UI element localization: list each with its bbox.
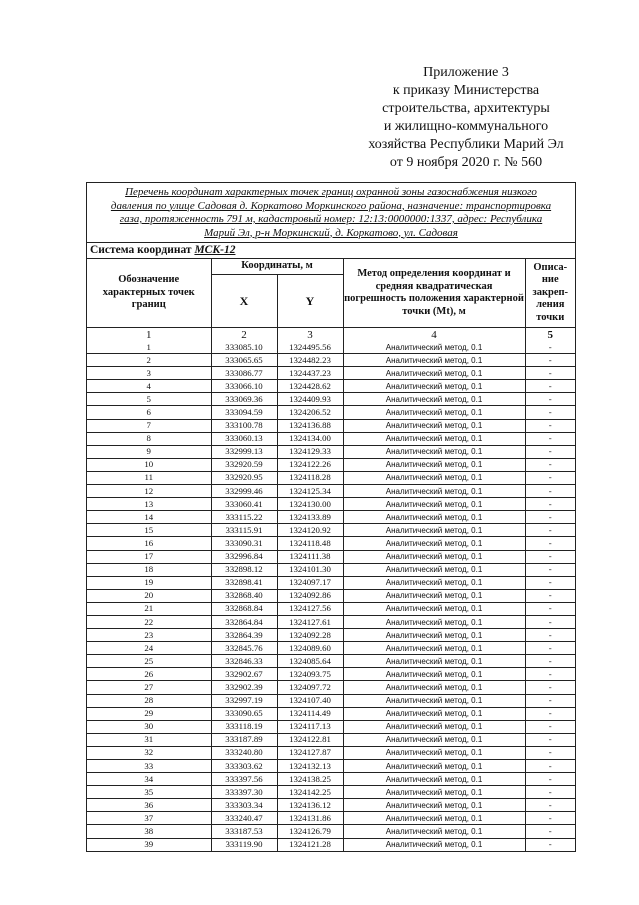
table-row — [87, 563, 575, 576]
y-coordinate-cell: 1324092.28 — [277, 629, 343, 642]
x-coordinate-cell: 333119.90 — [211, 838, 277, 851]
x-coordinate-cell: 332898.41 — [211, 576, 277, 589]
appendix-line: хозяйства Республики Марий Эл — [368, 137, 564, 152]
x-coordinate-cell: 333060.13 — [211, 432, 277, 445]
x-coordinate-cell: 333187.89 — [211, 733, 277, 746]
y-coordinate-cell: 1324122.81 — [277, 733, 343, 746]
table-row — [87, 406, 575, 419]
x-coordinate-cell: 333065.65 — [211, 354, 277, 367]
y-coordinate-cell: 1324409.93 — [277, 393, 343, 406]
method-cell: Аналитический метод, 0.1 — [343, 563, 525, 576]
y-coordinate-cell: 1324133.89 — [277, 511, 343, 524]
x-coordinate-cell: 332868.40 — [211, 589, 277, 602]
method-cell: Аналитический метод, 0.1 — [343, 733, 525, 746]
y-coordinate-cell: 1324437.23 — [277, 367, 343, 380]
table-row — [87, 537, 575, 550]
x-coordinate-cell: 333303.34 — [211, 799, 277, 812]
x-coordinate-cell: 333090.65 — [211, 707, 277, 720]
table-row — [87, 511, 575, 524]
y-coordinate-cell: 1324129.33 — [277, 445, 343, 458]
point-number-cell: 32 — [87, 746, 211, 759]
method-cell: Аналитический метод, 0.1 — [343, 445, 525, 458]
point-number-cell: 39 — [87, 838, 211, 851]
coordinate-system-value: МСК-12 — [194, 244, 236, 256]
x-coordinate-cell: 333397.56 — [211, 773, 277, 786]
appendix-line: к приказу Министерства — [392, 83, 540, 98]
x-coordinate-cell: 333115.91 — [211, 524, 277, 537]
table-row — [87, 380, 575, 393]
y-coordinate-cell: 1324131.86 — [277, 812, 343, 825]
table-row — [87, 524, 575, 537]
point-number-cell: 34 — [87, 773, 211, 786]
method-cell: Аналитический метод, 0.1 — [343, 341, 525, 354]
point-number-cell: 33 — [87, 760, 211, 773]
description-cell: - — [525, 825, 575, 838]
y-coordinate-cell: 1324142.25 — [277, 786, 343, 799]
point-number-cell: 11 — [87, 471, 211, 484]
y-coordinate-cell: 1324097.17 — [277, 576, 343, 589]
y-coordinate-cell: 1324122.26 — [277, 458, 343, 471]
x-coordinate-cell: 332845.76 — [211, 642, 277, 655]
x-coordinate-cell: 333094.59 — [211, 406, 277, 419]
method-cell: Аналитический метод, 0.1 — [343, 458, 525, 471]
table-row — [87, 655, 575, 668]
x-coordinate-cell: 333240.80 — [211, 746, 277, 759]
method-cell: Аналитический метод, 0.1 — [343, 471, 525, 484]
x-coordinate-cell: 332864.84 — [211, 615, 277, 628]
method-cell: Аналитический метод, 0.1 — [343, 786, 525, 799]
method-cell: Аналитический метод, 0.1 — [343, 354, 525, 367]
y-coordinate-cell: 1324136.12 — [277, 799, 343, 812]
point-number-cell: 28 — [87, 694, 211, 707]
table-row — [87, 694, 575, 707]
point-number-cell: 7 — [87, 419, 211, 432]
method-cell: Аналитический метод, 0.1 — [343, 825, 525, 838]
table-row — [87, 760, 575, 773]
description-cell: - — [525, 511, 575, 524]
table-row — [87, 773, 575, 786]
point-number-cell: 18 — [87, 563, 211, 576]
method-cell: Аналитический метод, 0.1 — [343, 773, 525, 786]
column-number: 1 — [87, 328, 211, 342]
table-row — [87, 707, 575, 720]
description-cell: - — [525, 406, 575, 419]
column-number: 4 — [343, 328, 525, 342]
description-cell: - — [525, 642, 575, 655]
appendix-line: Приложение 3 — [423, 65, 509, 80]
x-coordinate-cell: 332864.39 — [211, 629, 277, 642]
coordinates-table — [87, 259, 575, 851]
description-cell: - — [525, 445, 575, 458]
y-coordinate-cell: 1324428.62 — [277, 380, 343, 393]
y-coordinate-cell: 1324089.60 — [277, 642, 343, 655]
description-cell: - — [525, 354, 575, 367]
y-coordinate-cell: 1324093.75 — [277, 668, 343, 681]
y-coordinate-cell: 1324126.79 — [277, 825, 343, 838]
table-row — [87, 576, 575, 589]
description-cell: - — [525, 537, 575, 550]
description-cell: - — [525, 615, 575, 628]
point-number-cell: 1 — [87, 341, 211, 354]
table-title-line: газа, протяженность 791 м, кадастровый номер: 12:13:0000000:1337, адрес: Республика — [119, 213, 543, 225]
description-cell: - — [525, 393, 575, 406]
point-number-cell: 9 — [87, 445, 211, 458]
method-cell: Аналитический метод, 0.1 — [343, 406, 525, 419]
x-coordinate-cell: 333240.47 — [211, 812, 277, 825]
header-method: Метод определения координат и средняя квадратическая погрешность положения характерной точки (Mt), м — [343, 259, 525, 328]
method-cell: Аналитический метод, 0.1 — [343, 629, 525, 642]
table-row — [87, 720, 575, 733]
y-coordinate-cell: 1324114.49 — [277, 707, 343, 720]
table-row — [87, 589, 575, 602]
header-designation: Обозначение характерных точек границ — [87, 259, 211, 328]
y-coordinate-cell: 1324134.00 — [277, 432, 343, 445]
x-coordinate-cell: 333118.19 — [211, 720, 277, 733]
description-cell: - — [525, 681, 575, 694]
description-cell: - — [525, 838, 575, 851]
description-cell: - — [525, 380, 575, 393]
appendix-line: от 9 ноября 2020 г. № 560 — [389, 155, 543, 170]
point-number-cell: 23 — [87, 629, 211, 642]
point-number-cell: 26 — [87, 668, 211, 681]
x-coordinate-cell: 333085.10 — [211, 341, 277, 354]
x-coordinate-cell: 333397.30 — [211, 786, 277, 799]
table-row — [87, 341, 575, 354]
x-coordinate-cell: 333090.31 — [211, 537, 277, 550]
table-row — [87, 615, 575, 628]
x-coordinate-cell: 333066.10 — [211, 380, 277, 393]
method-cell: Аналитический метод, 0.1 — [343, 707, 525, 720]
table-row — [87, 393, 575, 406]
description-cell: - — [525, 576, 575, 589]
y-coordinate-cell: 1324092.86 — [277, 589, 343, 602]
method-cell: Аналитический метод, 0.1 — [343, 550, 525, 563]
coordinates-table-frame — [86, 182, 576, 852]
description-cell: - — [525, 733, 575, 746]
appendix-line: строительства, архитектуры — [382, 101, 550, 116]
table-row — [87, 799, 575, 812]
method-cell: Аналитический метод, 0.1 — [343, 681, 525, 694]
table-title-line: Марий Эл, р-н Моркинский, д. Коркатово, ул. Садовая — [204, 226, 458, 239]
x-coordinate-cell: 332846.33 — [211, 655, 277, 668]
table-row — [87, 419, 575, 432]
description-cell: - — [525, 419, 575, 432]
y-coordinate-cell: 1324121.28 — [277, 838, 343, 851]
method-cell: Аналитический метод, 0.1 — [343, 760, 525, 773]
y-coordinate-cell: 1324132.13 — [277, 760, 343, 773]
table-row — [87, 642, 575, 655]
point-number-cell: 22 — [87, 615, 211, 628]
y-coordinate-cell: 1324107.40 — [277, 694, 343, 707]
method-cell: Аналитический метод, 0.1 — [343, 498, 525, 511]
description-cell: - — [525, 563, 575, 576]
point-number-cell: 5 — [87, 393, 211, 406]
x-coordinate-cell: 332999.13 — [211, 445, 277, 458]
point-number-cell: 27 — [87, 681, 211, 694]
description-cell: - — [525, 602, 575, 615]
x-coordinate-cell: 333187.53 — [211, 825, 277, 838]
y-coordinate-cell: 1324111.38 — [277, 550, 343, 563]
point-number-cell: 10 — [87, 458, 211, 471]
x-coordinate-cell: 333115.22 — [211, 511, 277, 524]
y-coordinate-cell: 1324127.87 — [277, 746, 343, 759]
description-cell: - — [525, 694, 575, 707]
description-cell: - — [525, 524, 575, 537]
point-number-cell: 29 — [87, 707, 211, 720]
y-coordinate-cell: 1324125.34 — [277, 485, 343, 498]
description-cell: - — [525, 812, 575, 825]
x-coordinate-cell: 332996.84 — [211, 550, 277, 563]
description-cell: - — [525, 458, 575, 471]
description-cell: - — [525, 498, 575, 511]
method-cell: Аналитический метод, 0.1 — [343, 485, 525, 498]
point-number-cell: 25 — [87, 655, 211, 668]
point-number-cell: 16 — [87, 537, 211, 550]
table-row — [87, 432, 575, 445]
description-cell: - — [525, 720, 575, 733]
table-row — [87, 629, 575, 642]
header-y: Y — [277, 275, 343, 328]
description-cell: - — [525, 589, 575, 602]
column-number: 3 — [277, 328, 343, 342]
point-number-cell: 37 — [87, 812, 211, 825]
table-row — [87, 485, 575, 498]
point-number-cell: 3 — [87, 367, 211, 380]
table-row — [87, 746, 575, 759]
point-number-cell: 31 — [87, 733, 211, 746]
x-coordinate-cell: 333303.62 — [211, 760, 277, 773]
table-row — [87, 825, 575, 838]
x-coordinate-cell: 332999.46 — [211, 485, 277, 498]
x-coordinate-cell: 332997.19 — [211, 694, 277, 707]
appendix-header — [340, 64, 592, 172]
x-coordinate-cell: 332902.39 — [211, 681, 277, 694]
point-number-cell: 24 — [87, 642, 211, 655]
description-cell: - — [525, 773, 575, 786]
y-coordinate-cell: 1324138.25 — [277, 773, 343, 786]
y-coordinate-cell: 1324127.61 — [277, 615, 343, 628]
description-cell: - — [525, 786, 575, 799]
y-coordinate-cell: 1324118.28 — [277, 471, 343, 484]
y-coordinate-cell: 1324495.56 — [277, 341, 343, 354]
description-cell: - — [525, 707, 575, 720]
table-row — [87, 733, 575, 746]
table-row — [87, 471, 575, 484]
point-number-cell: 8 — [87, 432, 211, 445]
method-cell: Аналитический метод, 0.1 — [343, 432, 525, 445]
point-number-cell: 35 — [87, 786, 211, 799]
x-coordinate-cell: 332920.95 — [211, 471, 277, 484]
point-number-cell: 36 — [87, 799, 211, 812]
table-row — [87, 812, 575, 825]
table-row — [87, 445, 575, 458]
description-cell: - — [525, 550, 575, 563]
method-cell: Аналитический метод, 0.1 — [343, 367, 525, 380]
point-number-cell: 13 — [87, 498, 211, 511]
description-cell: - — [525, 760, 575, 773]
x-coordinate-cell: 332902.67 — [211, 668, 277, 681]
point-number-cell: 38 — [87, 825, 211, 838]
table-row — [87, 458, 575, 471]
method-cell: Аналитический метод, 0.1 — [343, 393, 525, 406]
table-row — [87, 668, 575, 681]
column-number-row — [87, 328, 575, 342]
table-row — [87, 602, 575, 615]
x-coordinate-cell: 332920.59 — [211, 458, 277, 471]
method-cell: Аналитический метод, 0.1 — [343, 694, 525, 707]
description-cell: - — [525, 341, 575, 354]
point-number-cell: 4 — [87, 380, 211, 393]
method-cell: Аналитический метод, 0.1 — [343, 511, 525, 524]
table-row — [87, 681, 575, 694]
y-coordinate-cell: 1324130.00 — [277, 498, 343, 511]
y-coordinate-cell: 1324118.48 — [277, 537, 343, 550]
column-number: 5 — [525, 328, 575, 342]
description-cell: - — [525, 746, 575, 759]
point-number-cell: 6 — [87, 406, 211, 419]
method-cell: Аналитический метод, 0.1 — [343, 419, 525, 432]
method-cell: Аналитический метод, 0.1 — [343, 655, 525, 668]
method-cell: Аналитический метод, 0.1 — [343, 615, 525, 628]
description-cell: - — [525, 485, 575, 498]
header-description: Описа-ние закреп-ления точки — [525, 259, 575, 328]
method-cell: Аналитический метод, 0.1 — [343, 524, 525, 537]
method-cell: Аналитический метод, 0.1 — [343, 602, 525, 615]
x-coordinate-cell: 333060.41 — [211, 498, 277, 511]
method-cell: Аналитический метод, 0.1 — [343, 537, 525, 550]
x-coordinate-cell: 333069.36 — [211, 393, 277, 406]
y-coordinate-cell: 1324136.88 — [277, 419, 343, 432]
y-coordinate-cell: 1324482.23 — [277, 354, 343, 367]
point-number-cell: 19 — [87, 576, 211, 589]
y-coordinate-cell: 1324085.64 — [277, 655, 343, 668]
x-coordinate-cell: 332898.12 — [211, 563, 277, 576]
x-coordinate-cell: 333086.77 — [211, 367, 277, 380]
coordinate-system — [87, 243, 575, 259]
y-coordinate-cell: 1324097.72 — [277, 681, 343, 694]
point-number-cell: 2 — [87, 354, 211, 367]
point-number-cell: 17 — [87, 550, 211, 563]
method-cell: Аналитический метод, 0.1 — [343, 380, 525, 393]
description-cell: - — [525, 629, 575, 642]
description-cell: - — [525, 367, 575, 380]
method-cell: Аналитический метод, 0.1 — [343, 746, 525, 759]
x-coordinate-cell: 333100.78 — [211, 419, 277, 432]
appendix-line: и жилищно-коммунального — [383, 119, 549, 134]
method-cell: Аналитический метод, 0.1 — [343, 838, 525, 851]
method-cell: Аналитический метод, 0.1 — [343, 812, 525, 825]
method-cell: Аналитический метод, 0.1 — [343, 642, 525, 655]
method-cell: Аналитический метод, 0.1 — [343, 720, 525, 733]
coordinates-rows — [87, 341, 575, 851]
point-number-cell: 30 — [87, 720, 211, 733]
table-row — [87, 367, 575, 380]
y-coordinate-cell: 1324206.52 — [277, 406, 343, 419]
coordinate-system-label: Система координат — [90, 244, 192, 256]
x-coordinate-cell: 332868.84 — [211, 602, 277, 615]
point-number-cell: 12 — [87, 485, 211, 498]
header-x: X — [211, 275, 277, 328]
table-row — [87, 838, 575, 851]
point-number-cell: 14 — [87, 511, 211, 524]
description-cell: - — [525, 799, 575, 812]
y-coordinate-cell: 1324117.13 — [277, 720, 343, 733]
method-cell: Аналитический метод, 0.1 — [343, 799, 525, 812]
table-row — [87, 786, 575, 799]
y-coordinate-cell: 1324101.30 — [277, 563, 343, 576]
table-title-line: давления по улице Садовая д. Коркатово Моркинского района, назначение: транспортировка — [110, 199, 552, 212]
table-title — [87, 183, 575, 243]
method-cell: Аналитический метод, 0.1 — [343, 576, 525, 589]
column-number: 2 — [211, 328, 277, 342]
point-number-cell: 21 — [87, 602, 211, 615]
description-cell: - — [525, 432, 575, 445]
description-cell: - — [525, 471, 575, 484]
table-row — [87, 354, 575, 367]
method-cell: Аналитический метод, 0.1 — [343, 589, 525, 602]
header-coordinates: Координаты, м — [211, 259, 343, 275]
description-cell: - — [525, 655, 575, 668]
y-coordinate-cell: 1324120.92 — [277, 524, 343, 537]
point-number-cell: 15 — [87, 524, 211, 537]
description-cell: - — [525, 668, 575, 681]
y-coordinate-cell: 1324127.56 — [277, 602, 343, 615]
table-title-line: Перечень координат характерных точек границ охранной зоны газоснабжения низкого — [125, 186, 537, 198]
method-cell: Аналитический метод, 0.1 — [343, 668, 525, 681]
table-row — [87, 550, 575, 563]
point-number-cell: 20 — [87, 589, 211, 602]
table-row — [87, 498, 575, 511]
